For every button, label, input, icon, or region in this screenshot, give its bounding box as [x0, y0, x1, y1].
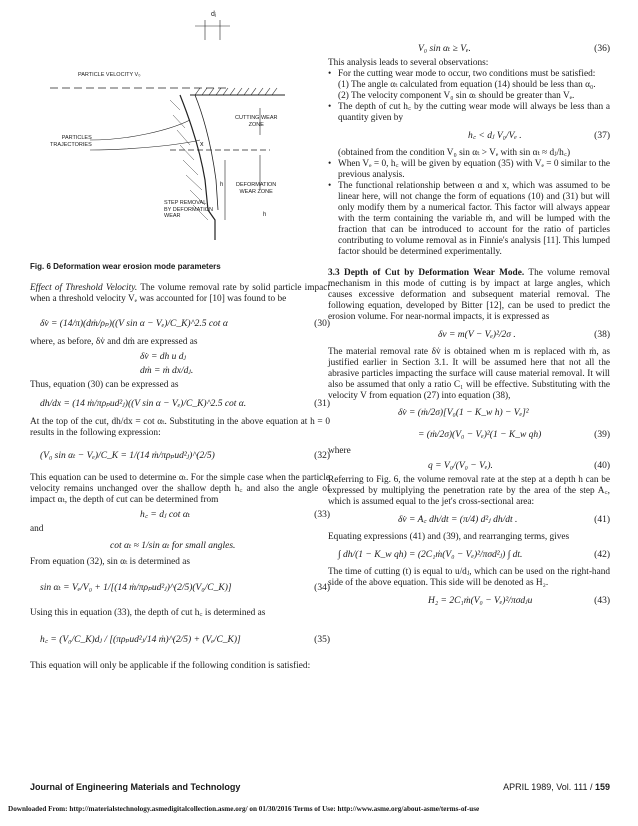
- equation-expression: h꜀ < dⱼ V₀/Vₑ .: [468, 131, 522, 141]
- issue-text: APRIL 1989, Vol. 111 /: [503, 782, 595, 792]
- equation-41: [328, 508, 610, 532]
- label-particle-velocity: PARTICLE VELOCITY V₀: [78, 72, 141, 78]
- paragraph: [328, 268, 610, 323]
- equation-expression: h꜀ = (V₀/C_K)dⱼ / [(πρₚud²ⱼ/14 ṁ)^(2/5) + (Vₑ/C_K)]: [40, 635, 241, 645]
- paragraph: This analysis leads to several observations:: [328, 58, 489, 68]
- equation-38: [328, 323, 610, 347]
- equation-32: [30, 439, 330, 473]
- equation-number: (30): [314, 319, 330, 329]
- equation-b: [30, 362, 330, 380]
- equation-37: [328, 124, 610, 148]
- equation-expression: dh/dx = (14 ṁ/πρₚud²ⱼ)((V sin α − Vₑ)/C_K)^2.5 cot α.: [40, 399, 247, 409]
- equation-expression: V₀ sin αₜ ≥ Vₑ.: [418, 44, 471, 54]
- equation-expression: H₂ = 2C₁ṁ(V₀ − Vₑ)²/πσdⱼu: [428, 596, 533, 606]
- equation-number: (31): [314, 399, 330, 409]
- page-number: 159: [594, 782, 610, 792]
- equation-number: (37): [594, 131, 610, 141]
- paragraph: The material removal rate δv̇ is obtained when m is replaced with ṁ, as justified earlier in Section 3.1. It will be assumed here that not all the abrasive particles impacting the surface will cause material removal. It will also be assumed that only a ratio C₁ will be effective. Substituting with the velocity V from equation (27) into equation (38),: [328, 347, 610, 401]
- label-step-removal: STEP REMOVAL BY DEFORMATION WEAR: [164, 200, 213, 219]
- label-h: h: [220, 182, 224, 188]
- label-deformation-wear-zone: DEFORMATION WEAR ZONE: [236, 182, 277, 195]
- issue-info: [503, 782, 610, 792]
- paragraph: This equation can be used to determine αₜ. For the simple case when the particle velocity remains unchanged over the shallow depth h꜀ and also the angle of impact αₜ, the depth of cut can be determined from: [30, 473, 330, 505]
- paragraph: [30, 283, 330, 305]
- left-column: [30, 283, 330, 672]
- paragraph-text: The volume removal rate by solid particle impact when a threshold velocity Vₑ was accounted for [10] was found to be: [30, 283, 330, 304]
- bullet-item: • For the cutting wear mode to occur, two conditions must be satisfied:: [328, 69, 610, 80]
- paragraph: The time of cutting (t) is equal to u/dⱼ, which can be used on the right-hand side of the above equation. This side will be denoted as H₂.: [328, 567, 610, 588]
- equation-39b: [328, 424, 610, 446]
- paragraph: and: [30, 524, 44, 534]
- equation-39a: [328, 402, 610, 424]
- equation-expression: dṁ = ṁ dx/dⱼ.: [140, 366, 194, 376]
- equation-expression: δv̇ = (14/π)(dṁ/ρₚ)((V sin α − Vₑ)/C_K)^2.5 cot α: [40, 319, 228, 329]
- paragraph: Referring to Fig. 6, the volume removal rate at the step at a depth h can be expressed by multiplying the penetration rate by the area of the step A꜀, which is assumed equal to the jet's cross-sectional area:: [328, 475, 610, 507]
- equation-number: (39): [594, 430, 610, 440]
- equation-31: [30, 391, 330, 417]
- equation-number: (43): [594, 596, 610, 606]
- equation-number: (38): [594, 330, 610, 340]
- label-dj: dⱼ: [211, 11, 217, 18]
- equation-35: [30, 619, 330, 661]
- equation-c: [30, 535, 330, 557]
- equation-36: [328, 40, 610, 58]
- section-heading: 3.3 Depth of Cut by Deformation Wear Mode.: [328, 268, 525, 278]
- paragraph-text: The volume removal mechanism in this mode of cutting is by impact at large angles, which causes excessive deformation and subsequent material removal. The following equation, developed by Bitter [12], can be used to predict the erosion volume. For near-normal impacts, it is expressed as: [328, 268, 610, 322]
- bullet-item: • The functional relationship between α and x, which was assumed to be linear here, will not change the form of equations (10) and (31) but will only modify them by a numerical factor. This factor will always appear with the term containing the variable ṁ, and will be lumped with the fraction that can be introduced to account for the ratio of particles contributing to volume removal as in Finnie's analysis [11]. This lumped factor should be determined experimentally.: [328, 181, 610, 258]
- figure-caption: Fig. 6 Deformation wear erosion mode parameters: [30, 262, 221, 271]
- paragraph: where: [328, 446, 351, 456]
- paragraph: Using this in equation (33), the depth of cut h꜀ is determined as: [30, 608, 266, 618]
- equation-expression: (V₀ sin αₜ − Vₑ)/C_K = 1/(14 ṁ/πρₚud²ⱼ)^(2/5): [40, 451, 215, 461]
- bullet-item: • The depth of cut h꜀ by the cutting wear mode will always be less than a quantity given by: [328, 102, 610, 124]
- equation-expression: δv = m(V − Vₑ)²/2σ .: [438, 330, 516, 340]
- label-cutting-wear-zone: CUTTING WEAR ZONE: [235, 115, 278, 128]
- sub-item: (1) The angle αₜ calculated from equation (14) should be less than α₀.: [338, 80, 596, 90]
- equation-number: (35): [314, 635, 330, 645]
- equation-expression: sin αₜ = Vₑ/V₀ + 1/[(14 ṁ/πρₚud²ⱼ)^(2/5)(V₀/C_K)]: [40, 583, 232, 593]
- download-notice: Downloaded From: http://materialstechnology.asmedigitalcollection.asme.org/ on 01/30/2016 Terms of Use: http://www.asme.org/about-asme/terms-of-use: [8, 805, 480, 813]
- figure-6: [30, 10, 330, 260]
- paragraph: From equation (32), sin αₜ is determined as: [30, 557, 191, 567]
- label-particles-trajectories: PARTICLES TRAJECTORIES: [50, 135, 92, 148]
- paragraph-lead: Effect of Threshold Velocity.: [30, 283, 138, 293]
- paragraph: Equating expressions (41) and (39), and rearranging terms, gives: [328, 532, 570, 542]
- equation-30: [30, 311, 330, 337]
- paragraph: where, as before, δv̇ and dṁ are expressed as: [30, 337, 198, 347]
- paragraph: At the top of the cut, dh/dx = cot αₜ. Substituting in the above equation at h = 0 results in the following expression:: [30, 417, 330, 438]
- equation-expression: cot αₜ ≈ 1/sin αₜ for small angles.: [110, 541, 236, 551]
- label-h-bottom: h: [263, 212, 267, 218]
- equation-expression: h꜀ = dⱼ cot αₜ: [140, 510, 191, 520]
- equation-34: [30, 568, 330, 608]
- paragraph: This equation will only be applicable if the following condition is satisfied:: [30, 661, 311, 671]
- equation-number: (40): [594, 461, 610, 471]
- paragraph: Thus, equation (30) can be expressed as: [30, 380, 179, 390]
- equation-expression: ∫ dh/(1 − K_w qh) = (2C₁ṁ(V₀ − Vₑ)²/πσd²ⱼ) ∫ dt.: [338, 550, 523, 560]
- equation-number: (32): [314, 451, 330, 461]
- equation-40: [328, 457, 610, 475]
- equation-expression: q = V₀/(V₀ − Vₑ).: [428, 461, 493, 471]
- bullet-item: • When Vₑ = 0, h꜀ will be given by equation (35) with Vₑ = 0 similar to the previous analysis.: [328, 159, 610, 181]
- equation-number: (42): [594, 550, 610, 560]
- paragraph: (obtained from the condition V₀ sin αₜ > Vₑ with sin αₜ ≈ dⱼ/h꜀): [338, 148, 571, 158]
- equation-expression: = (ṁ/2σ)(V₀ − Vₑ)²(1 − K_w qh): [418, 430, 542, 440]
- equation-expression: δv̇ = A꜀ dh/dt = (π/4) d²ⱼ dh/dt .: [398, 515, 518, 525]
- equation-42: [328, 543, 610, 567]
- equation-number: (34): [314, 583, 330, 593]
- journal-title: Journal of Engineering Materials and Technology: [30, 782, 241, 792]
- right-column: [328, 40, 610, 613]
- equation-expression: δv̇ = dh u dⱼ: [140, 352, 187, 362]
- equation-expression: δv̇ = (ṁ/2σ)[V₀(1 − K_w h) − Vₑ]²: [398, 408, 529, 418]
- equation-33: [30, 506, 330, 524]
- equation-43: [328, 589, 610, 613]
- sub-item: (2) The velocity component V₀ sin αₜ should be greater than Vₑ.: [338, 91, 575, 101]
- equation-number: (41): [594, 515, 610, 525]
- equation-number: (36): [594, 44, 610, 54]
- label-x: x: [200, 141, 204, 148]
- equation-number: (33): [314, 510, 330, 520]
